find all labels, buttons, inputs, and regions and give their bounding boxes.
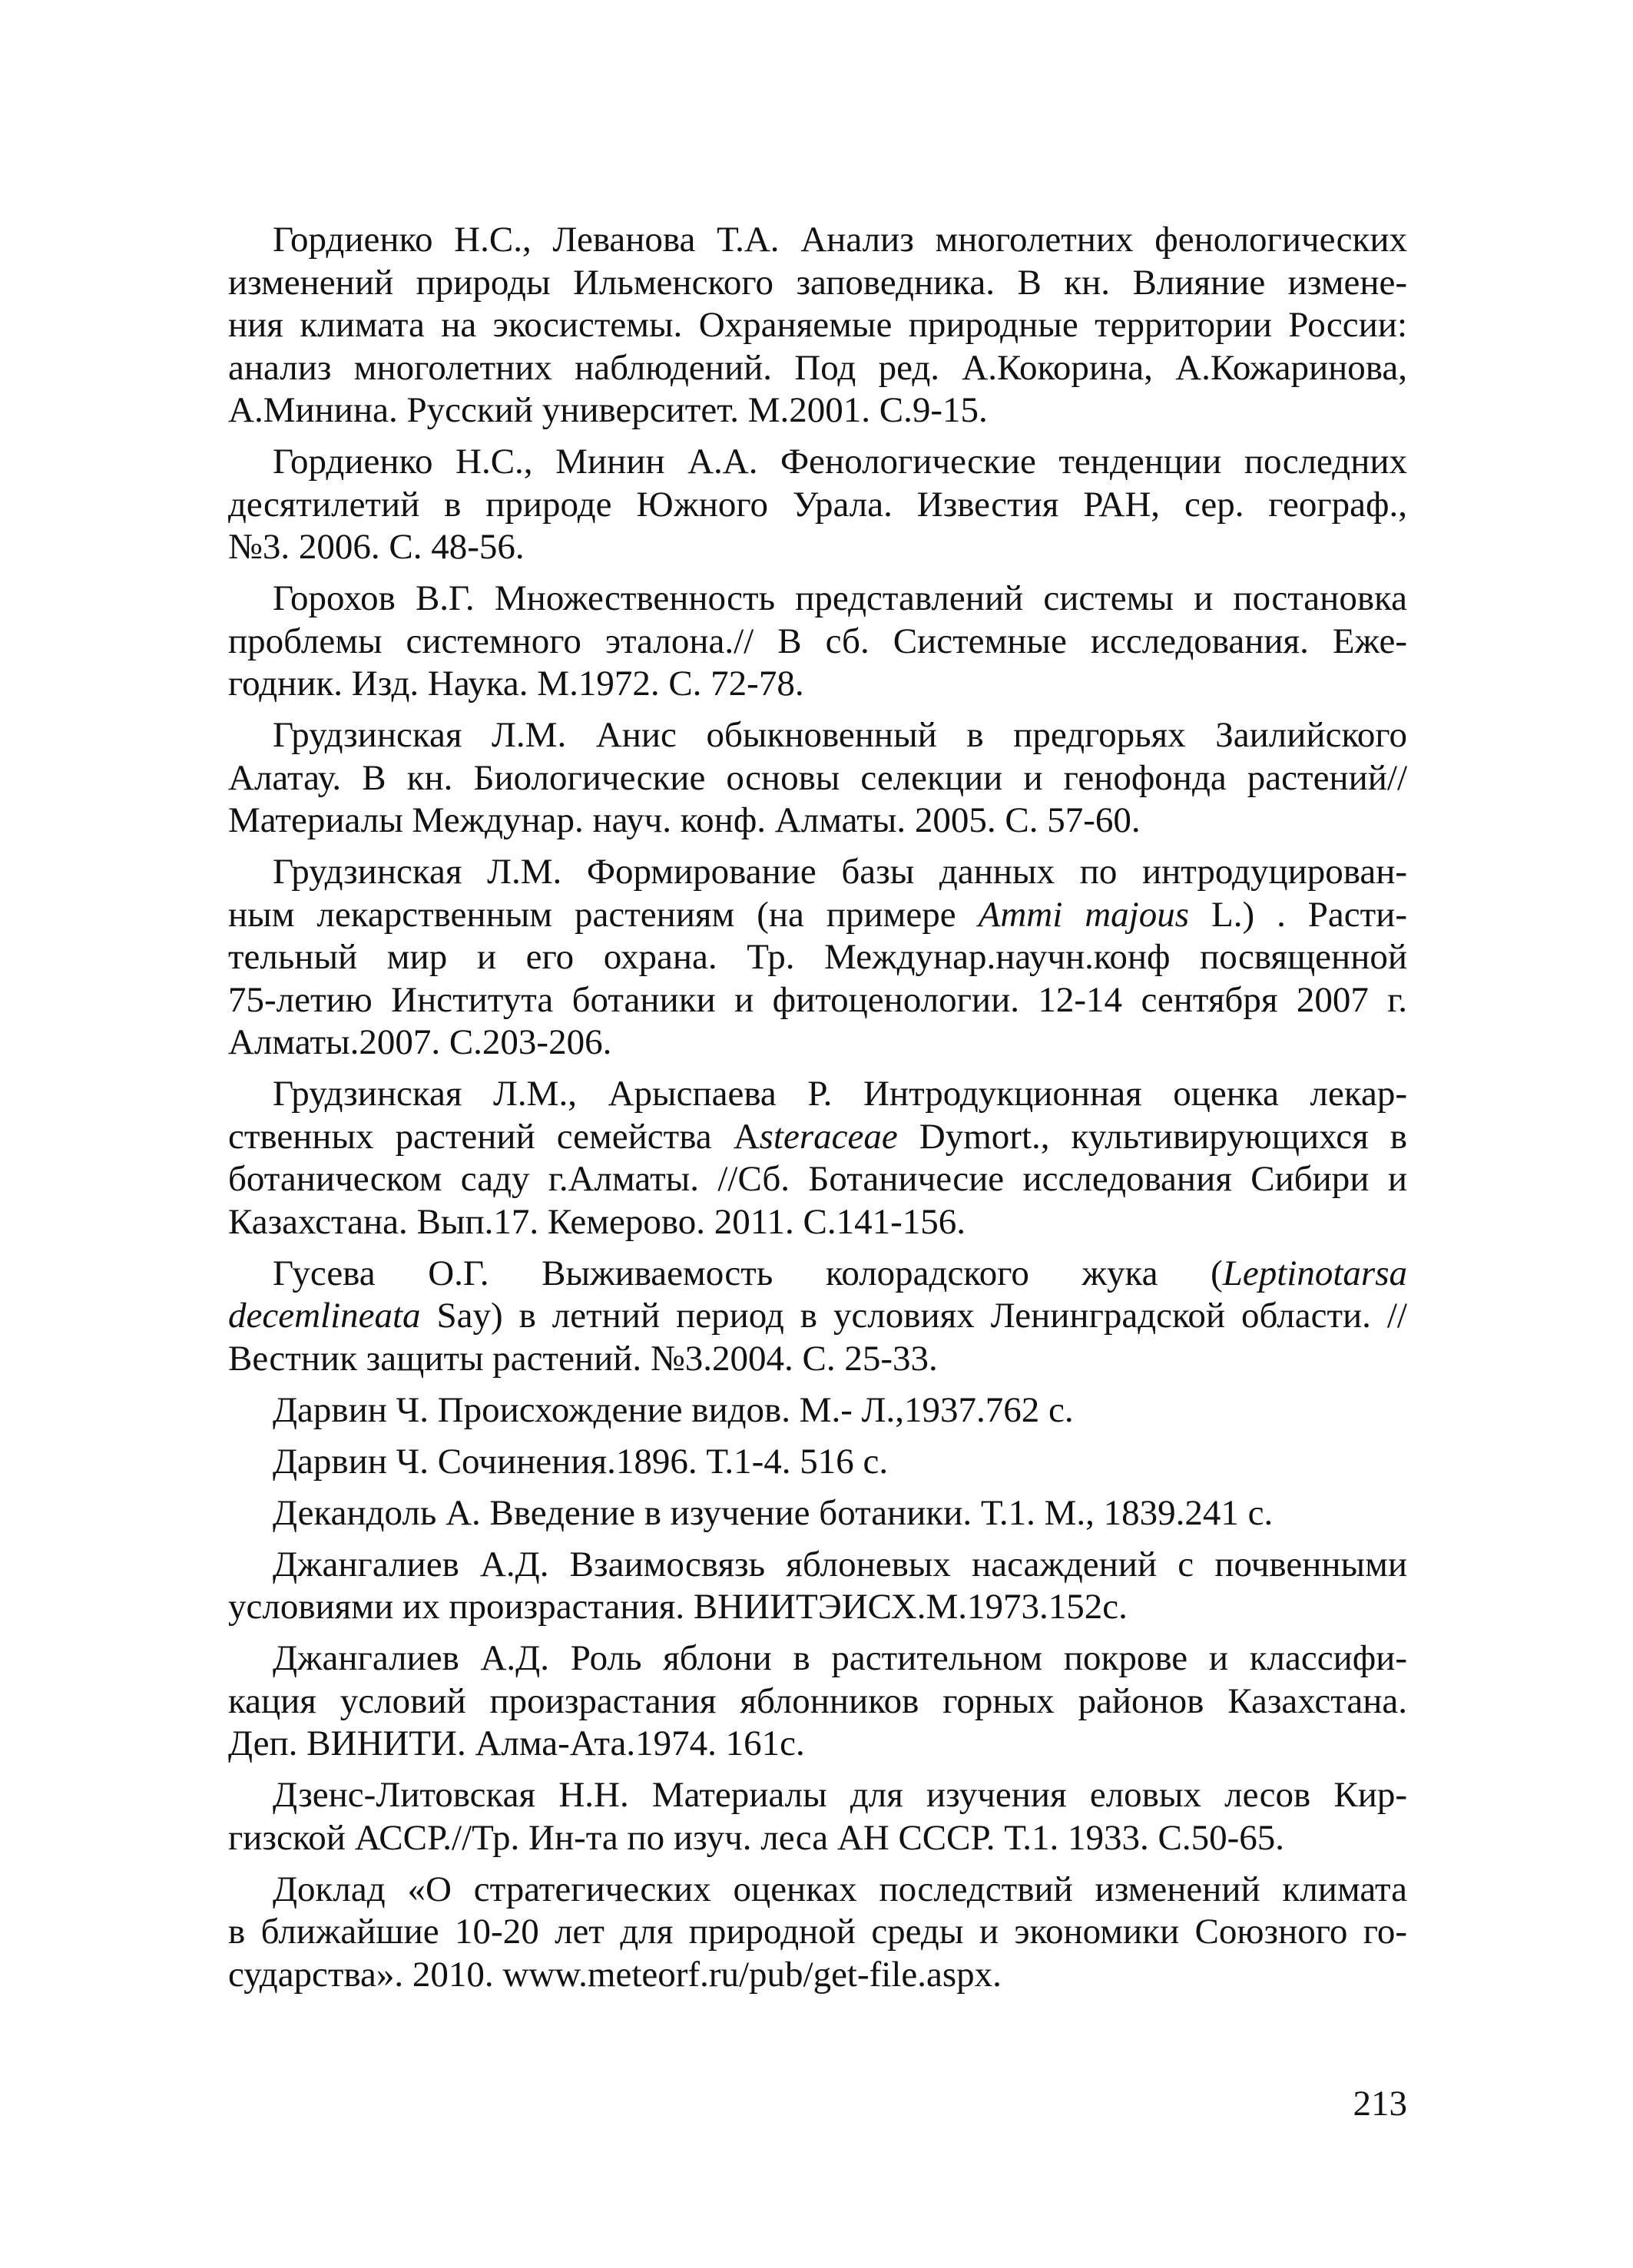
bibliography-entry — [228, 219, 1407, 432]
entry-line — [228, 1116, 1407, 1159]
entry-line: Алатау. В кн. Биологические основы селекции и генофонда растений// — [228, 757, 1407, 798]
bibliography-entry — [228, 714, 1407, 843]
entry-line: Гордиенко Н.С., Минин А.А. Фенологические тенденции последних — [273, 442, 1407, 482]
entry-line — [228, 1295, 1407, 1338]
entry-line: изменений природы Ильменского заповедника. В кн. Влияние измене- — [228, 262, 1407, 303]
bibliography-entry — [228, 1774, 1407, 1859]
text-segment: ственных растений семейства A — [228, 1116, 760, 1157]
entry-line: в ближайшие 10-20 лет для природной среды и экономики Союзного го- — [228, 1912, 1407, 1952]
entry-line: Джангалиев А.Д. Роль яблони в растительном покрове и классифи- — [273, 1638, 1407, 1678]
italic-term: Leptinotarsa — [1222, 1253, 1407, 1293]
page-number: 213 — [1353, 2084, 1407, 2124]
entry-line: Доклад «О стратегических оценках последствий изменений климата — [273, 1869, 1407, 1909]
entry-line: Дарвин Ч. Сочинения.1896. Т.1-4. 516 с. — [273, 1441, 889, 1482]
bibliography-entry — [228, 1869, 1407, 1997]
bibliography-list — [228, 219, 1407, 2005]
bibliography-entry — [228, 1253, 1407, 1381]
entry-line — [228, 1253, 1407, 1296]
bibliography-entry — [228, 441, 1407, 569]
bibliography-entry — [228, 1637, 1407, 1766]
text-segment: L.) . Расти- — [1189, 894, 1407, 935]
italic-term: decemlineata — [228, 1296, 421, 1336]
entry-line: Дзенс-Литовская Н.Н. Материалы для изучения еловых лесов Кир- — [273, 1775, 1407, 1815]
bibliography-entry — [228, 1544, 1407, 1629]
bibliography-entry — [228, 851, 1407, 1064]
entry-line: десятилетий в природе Южного Урала. Известия РАН, сер. географ., — [228, 484, 1407, 525]
entry-line: кация условий произрастания яблонников горных районов Казахстана. — [228, 1680, 1407, 1721]
bibliography-entry — [228, 1389, 1407, 1432]
entry-line: Гордиенко Н.С., Леванова Т.А. Анализ многолетних фенологических — [273, 220, 1407, 260]
italic-term: steraceae — [759, 1116, 898, 1157]
entry-line: Грудзинская Л.М., Арыспаева Р. Интродукционная оценка лекар- — [273, 1074, 1407, 1114]
entry-line: ния климата на экосистемы. Охраняемые природные территории России: — [228, 305, 1407, 345]
bibliography-entry — [228, 1492, 1407, 1535]
bibliography-entry — [228, 1441, 1407, 1484]
entry-line: годник. Изд. Наука. М.1972. С. 72-78. — [228, 664, 804, 704]
entry-line: Джангалиев А.Д. Взаимосвязь яблоневых насаждений с почвенными — [273, 1544, 1407, 1584]
entry-line: Грудзинская Л.М. Анис обыкновенный в предгорьях Заилийского — [273, 715, 1407, 755]
entry-line: Алматы.2007. С.203-206. — [228, 1022, 612, 1062]
text-segment: ным лекарственным растениям (на примере — [228, 894, 979, 935]
entry-line: Вестник защиты растений. №3.2004. С. 25-33. — [228, 1338, 938, 1379]
entry-line: Декандоль А. Введение в изучение ботаники. Т.1. М., 1839.241 с. — [273, 1492, 1274, 1533]
entry-line: Грудзинская Л.М. Формирование базы данных по интродуцирован- — [273, 852, 1407, 892]
entry-line: Деп. ВИНИТИ. Алма-Ата.1974. 161с. — [228, 1723, 805, 1763]
entry-line: сударства». 2010. www.meteorf.ru/pub/get-file.aspx. — [228, 1954, 1002, 1995]
entry-line: анализ многолетних наблюдений. Под ред. А.Кокорина, А.Кожаринова, — [228, 347, 1407, 388]
entry-line: А.Минина. Русский университет. М.2001. С.9-15. — [228, 390, 988, 430]
entry-line: ботаническом саду г.Алматы. //Сб. Ботаничесие исследования Сибири и — [228, 1159, 1407, 1199]
entry-line: Горохов В.Г. Множественность представлений системы и постановка — [273, 578, 1407, 618]
bibliography-entry — [228, 1073, 1407, 1243]
entry-line — [228, 894, 1407, 937]
entry-line: №3. 2006. С. 48-56. — [228, 527, 525, 567]
entry-line: 75-летию Института ботаники и фитоценологии. 12-14 сентября 2007 г. — [228, 979, 1407, 1020]
entry-line: условиями их произрастания. ВНИИТЭИСХ.М.1973.152с. — [228, 1587, 1128, 1627]
text-segment: Dymort., культивирующихся в — [897, 1116, 1407, 1157]
entry-line: гизской АССР.//Тр. Ин-та по изуч. леса АН СССР. Т.1. 1933. С.50-65. — [228, 1817, 1285, 1858]
italic-term: Ammi majous — [978, 894, 1190, 935]
text-segment: Say) в летний период в условиях Ленинградской области. // — [420, 1296, 1407, 1336]
entry-line: Казахстана. Вып.17. Кемерово. 2011. С.141-156. — [228, 1201, 966, 1242]
entry-line: проблемы системного эталона.// В сб. Системные исследования. Еже- — [228, 621, 1407, 661]
entry-line: Дарвин Ч. Происхождение видов. М.- Л.,1937.762 с. — [273, 1389, 1074, 1430]
entry-line: Материалы Междунар. науч. конф. Алматы. 2005. С. 57-60. — [228, 800, 1141, 840]
text-segment: Гусева О.Г. Выживаемость колорадского жука ( — [273, 1253, 1223, 1293]
bibliography-entry — [228, 578, 1407, 706]
entry-line: тельный мир и его охрана. Тр. Междунар.научн.конф посвященной — [228, 937, 1407, 977]
